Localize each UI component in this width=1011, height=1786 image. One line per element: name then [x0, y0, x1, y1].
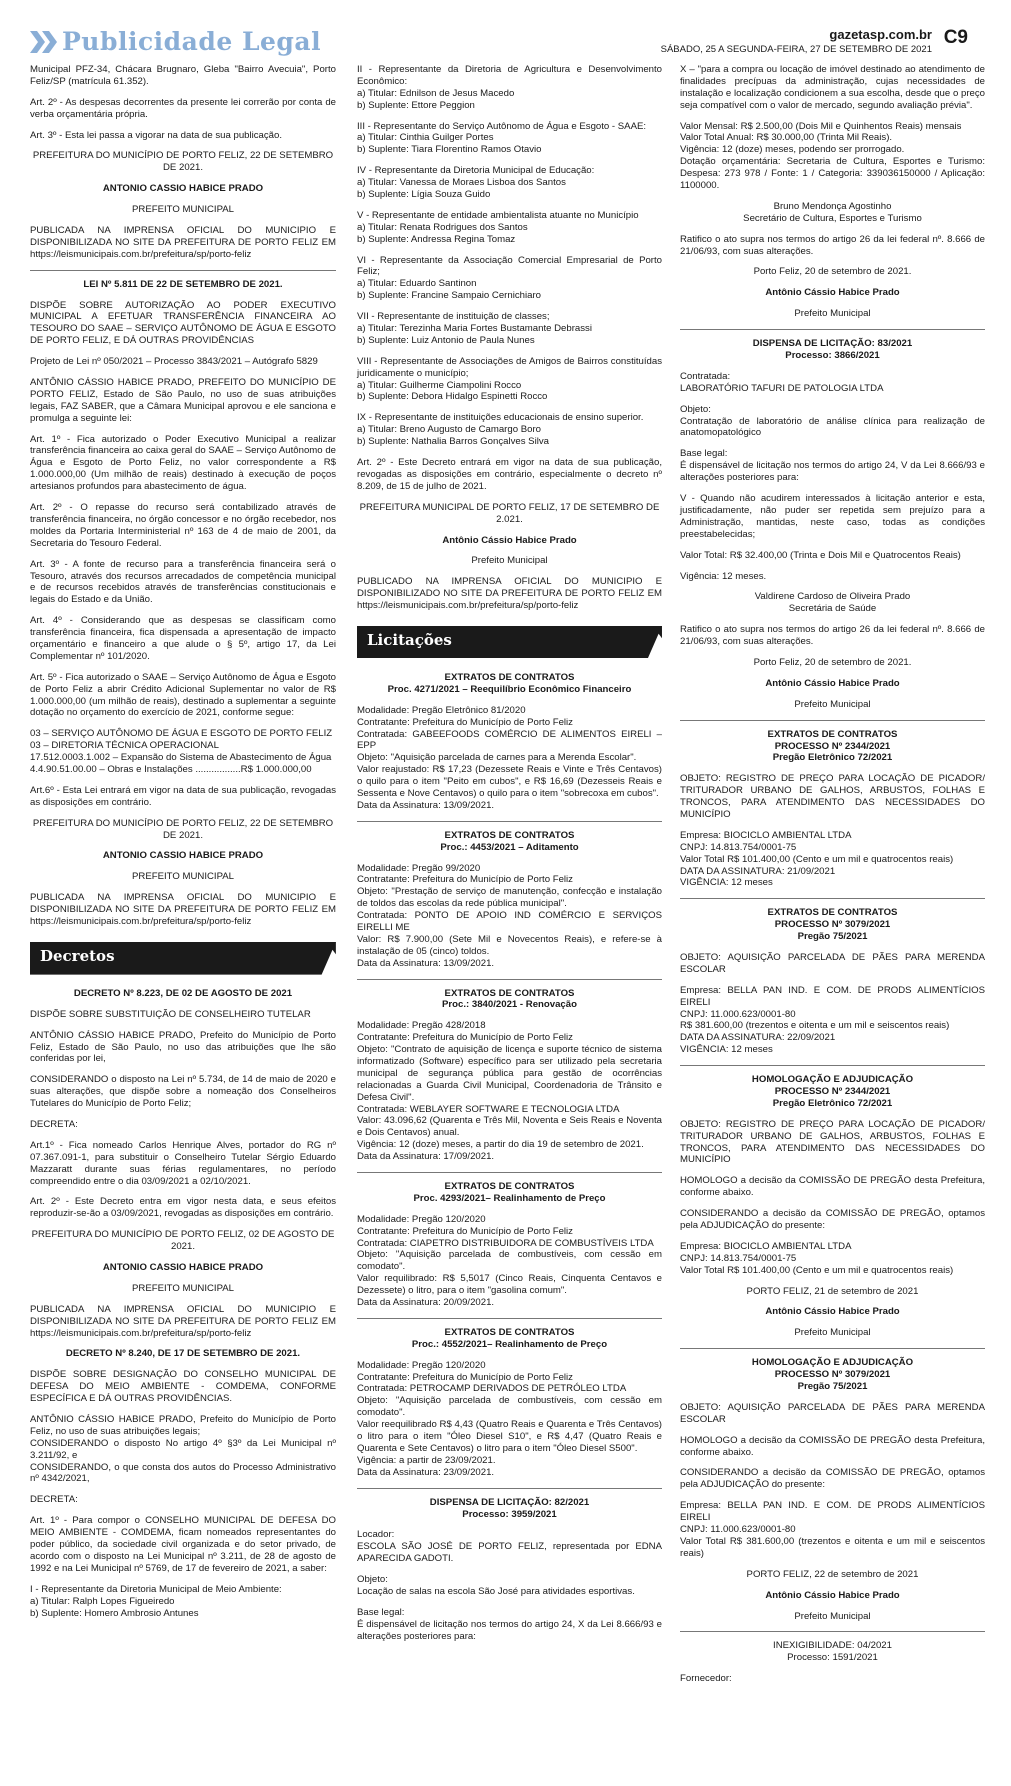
text-paragraph: CONSIDERANDO a decisão da COMISSÃO DE PREGÃO, optamos pela ADJUDICAÇÃO do presente: [680, 1208, 985, 1232]
divider [680, 1065, 985, 1066]
text-paragraph: Art. 2º - O repasse do recurso será contabilizado através de transferência financeira, no órgão concessor e no órgão recebedor, nos moldes da Portaria Interministerial nº 163 de 4 de maio de 2001, da Secretaria do Tesouro Federal. [30, 502, 336, 549]
divider [357, 821, 662, 822]
text-paragraph: X – "para a compra ou locação de imóvel destinado ao atendimento de finalidades precípuas da administração, cujas necessidades de instalação e localização condicionem a sua escolha, desde que o preço seja compatível com o valor de mercado, segundo avaliação prévia". [680, 64, 985, 111]
double-chevron-icon [30, 27, 60, 57]
text-paragraph: Base legal: É dispensável de licitação nos termos do artigo 24, V da Lei 8.666/93 e alterações posteriores para: [680, 448, 985, 484]
site-url: gazetasp.com.br [829, 27, 932, 42]
text-paragraph: PUBLICADA NA IMPRENSA OFICIAL DO MUNICIPIO E DISPONIBILIZADA NO SITE DA PREFEITURA DE PORTO FELIZ EM https://leismunicipais.com.br/prefeitura/sp/porto-feliz [30, 225, 336, 260]
text-paragraph: Base legal: É dispensável de licitação nos termos do artigo 24, X da Lei 8.666/93 e alterações posteriores para: [357, 1606, 662, 1642]
divider [357, 1318, 662, 1319]
text-paragraph: DECRETA: [30, 1494, 78, 1506]
text-paragraph: Prefeito Municipal [794, 1327, 871, 1339]
text-paragraph: PREFEITURA DO MUNICÍPIO DE PORTO FELIZ, 22 DE SETEMBRO DE 2021. [32, 150, 334, 174]
divider [680, 720, 985, 721]
text-paragraph: Fornecedor: [680, 1673, 732, 1685]
text-paragraph: PORTO FELIZ, 22 de setembro de 2021 [746, 1568, 919, 1580]
block-heading: EXTRATOS DE CONTRATOS PROCESSO Nº 3079/2021 Pregão 75/2021 [767, 907, 898, 943]
divider [30, 270, 336, 271]
block-heading: DISPENSA DE LICITAÇÃO: 83/2021 Processo: 3866/2021 [752, 338, 913, 362]
text-paragraph: PREFEITURA DO MUNICÍPIO DE PORTO FELIZ, 22 DE SETEMBRO DE 2021. [32, 817, 334, 841]
text-paragraph: ANTÔNIO CÁSSIO HABICE PRADO, PREFEITO DO MUNICÍPIO DE PORTO FELIZ, Estado de São Paulo, no uso de suas atribuições legais, FAZ SABER, que a Câmara Municipal aprovou e ele sanciona e promulga a seguinte lei: [30, 377, 336, 424]
divider [357, 1172, 662, 1173]
text-paragraph: Porto Feliz, 20 de setembro de 2021. [753, 266, 912, 278]
block-heading: Antônio Cássio Habice Prado [765, 287, 900, 299]
block-heading: HOMOLOGAÇÃO E ADJUDICAÇÃO PROCESSO Nº 2344/2021 Pregão Eletrônico 72/2021 [751, 1074, 914, 1109]
section-banner [30, 942, 336, 974]
text-paragraph: INEXIGIBILIDADE: 04/2021 Processo: 1591/2021 [773, 1640, 892, 1664]
block-heading: EXTRATOS DE CONTRATOS Proc.: 4552/2021– Realinhamento de Preço [411, 1326, 608, 1350]
text-paragraph: PREFEITO MUNICIPAL [132, 204, 234, 216]
text-paragraph: Locador: ESCOLA SÃO JOSÉ DE PORTO FELIZ, representada por EDNA APARECIDA GADOTI. [357, 1529, 662, 1565]
block-heading: EXTRATOS DE CONTRATOS Proc. 4271/2021 – Reequilíbrio Econômico Financeiro [387, 671, 632, 695]
text-paragraph: Art. 4º - Considerando que as despesas se classificam como transferência financeira, fica dispensada a apresentação de impacto orçamentário e financeiro a que alude o § 5º, artigo 17, da Lei Complementar nº 101/2020. [30, 615, 336, 662]
text-paragraph: Projeto de Lei nº 050/2021 – Processo 3843/2021 – Autógrafo 5829 [30, 356, 318, 368]
text-paragraph: Vigência: 12 meses. [680, 570, 767, 582]
text-paragraph: 03 – SERVIÇO AUTÔNOMO DE ÁGUA E ESGOTO DE PORTO FELIZ 03 – DIRETORIA TÉCNICA OPERACIONAL 17.512.0003.1.002 – Expansão do Sistema de Abastecimento de Água 4.4.90.51.00.00 – Obras e Instalações .................R$ 1.000.000,00 [30, 728, 333, 775]
text-paragraph: OBJETO: REGISTRO DE PREÇO PARA LOCAÇÃO DE PICADOR/ TRITURADOR URBANO DE GALHOS, ARBUSTOS, FOLHAS E TRONCOS, PARA ATENDIMENTO DAS NECESSIDADES DO MUNICÍPIO [680, 773, 985, 820]
text-paragraph: VI - Representante da Associação Comercial Empresarial de Porto Feliz; a) Titular: Eduardo Santinon b) Suplente: Francine Sampaio Cernichiaro [357, 254, 662, 302]
block-heading: DECRETO Nº 8.240, DE 17 DE SETEMBRO DE 2021. [65, 1348, 301, 1360]
text-paragraph: Municipal PFZ-34, Chácara Brugnaro, Gleba "Bairro Avecuia", Porto Feliz/SP (matrícula 61.352). [30, 64, 336, 87]
text-paragraph: Empresa: BIOCICLO AMBIENTAL LTDA CNPJ: 14.813.754/0001-75 Valor Total R$ 101.400,00 (Cento e um mil e quatrocentos reais) DATA DA ASSINATURA: 21/09/2021 VIGÊNCIA: 12 meses [680, 829, 954, 889]
text-paragraph: Art. 5º - Fica autorizado o SAAE – Serviço Autônomo de Água e Esgoto de Porto Feliz a abrir Crédito Adicional Suplementar no valor de R$ 1.000.000,00 (um milhão de reais), destinado a suplementar a seguinte dotação no orçamento do exercício de 2021, conforme segue: [30, 671, 336, 719]
block-heading: EXTRATOS DE CONTRATOS Proc.: 3840/2021 - Renovação [442, 987, 577, 1011]
text-paragraph: Ratifico o ato supra nos termos do artigo 26 da lei federal nº. 8.666 de 21/06/93, com suas alterações. [680, 624, 985, 648]
text-paragraph: DISPÕE SOBRE SUBSTITUIÇÃO DE CONSELHEIRO TUTELAR [30, 1008, 311, 1020]
block-heading: EXTRATOS DE CONTRATOS Proc. 4293/2021– Realinhamento de Preço [413, 1181, 606, 1204]
divider [680, 329, 985, 330]
text-paragraph: PORTO FELIZ, 21 de setembro de 2021 [746, 1285, 919, 1297]
block-heading: LEI Nº 5.811 DE 22 DE SETEMBRO DE 2021. [83, 278, 283, 290]
text-paragraph: Art. 3º - A fonte de recurso para a transferência financeira será o Tesouro, através dos recursos arrecadados de competência municipal e de recursos recebidos através de transferências constitucionais e legais do Estado e da União. [30, 558, 336, 606]
text-paragraph: Prefeito Municipal [794, 308, 871, 320]
text-paragraph: Modalidade: Pregão 120/2020 Contratante: Prefeitura do Município de Porto Feliz Contratada: PETROCAMP DERIVADOS DE PETRÓLEO LTDA Objeto: "Aquisição parcelada de combustíveis, com cessão em comodato". Valor reequilibrado R$ 4,43 (Quatro Reais e Quarenta e Três Centavos) o litro para o item "Óleo Diesel S10", e R$ 4,47 (Quatro Reais e Quarenta e Sete Centavos) o litro para o item "Óleo Diesel S500". Vigência: a partir de 23/09/2021. Data da Assinatura: 23/09/2021. [357, 1359, 662, 1478]
text-paragraph: Modalidade: Pregão 428/2018 Contratante: Prefeitura do Município de Porto Feliz Objeto: "Contrato de aquisição de licença e suporte técnico de sistema informatizado (Software) específico para ser utilizado pela secretaria municipal de segurança pública para gestão de ocorrências relacionadas a Guarda Civil Municipal, Coordenadoria de Trânsito e Defesa Civil". Contratada: WEBLAYER SOFTWARE E TECNOLOGIA LTDA Valor: 43.096,62 (Quarenta e Três Mil, Noventa e Seis Reais e Noventa e Dois Centavos) anual. Vigência: 12 (doze) meses, a partir do dia 19 de setembro de 2021. Data da Assinatura: 17/09/2021. [357, 1020, 662, 1163]
text-paragraph: Empresa: BIOCICLO AMBIENTAL LTDA CNPJ: 14.813.754/0001-75 Valor Total R$ 101.400,00 (Cento e um mil e quatrocentos reais) [680, 1240, 954, 1276]
text-paragraph: Ratifico o ato supra nos termos do artigo 26 da lei federal nº. 8.666 de 21/06/93, com suas alterações. [680, 233, 985, 257]
text-paragraph: Art.6º - Esta Lei entrará em vigor na data de sua publicação, revogadas as disposições em contrário. [30, 784, 336, 808]
divider [357, 1488, 662, 1489]
block-heading: Antônio Cássio Habice Prado [765, 1306, 900, 1318]
text-paragraph: Porto Feliz, 20 de setembro de 2021. [753, 656, 912, 668]
text-paragraph: Modalidade: Pregão 99/2020 Contratante: Prefeitura do Município de Porto Feliz Objeto: "Prestação de serviço de manutenção, confecção e instalação de toldos das escolas da rede pública municipal". Contratada: PONTO DE APOIO IND COMÉRCIO E SERVIÇOS EIRELLI ME Valor: R$ 7.900,00 (Sete Mil e Novecentos Reais), e refere-se à instalação de 05 (cinco) toldos. Data da Assinatura: 13/09/2021. [357, 862, 662, 969]
block-heading: ANTONIO CASSIO HABICE PRADO [102, 850, 264, 862]
text-paragraph: IV - Representante da Diretoria Municipal de Educação: a) Titular: Vanessa de Moraes Lisboa dos Santos b) Suplente: Lígia Souza Guido [357, 165, 595, 201]
text-paragraph: Valor Total: R$ 32.400,00 (Trinta e Dois Mil e Quatrocentos Reais) [680, 549, 961, 561]
text-paragraph: OBJETO: AQUISIÇÃO PARCELADA DE PÃES PARA MERENDA ESCOLAR [680, 951, 985, 975]
page-number: C9 [943, 27, 968, 48]
text-paragraph: V - Quando não acudirem interessados à licitação anterior e esta, justificadamente, não puder ser repetida sem prejuízo para a Administração, mantidas, neste caso, todas as condições preestabelecidas; [680, 493, 985, 540]
section-banner-label: Decretos [40, 946, 115, 965]
text-paragraph: CONSIDERANDO o disposto na Lei nº 5.734, de 14 de maio de 2020 e suas alterações, que dispõe sobre a nomeação dos Conselheiros Tutelares do Município de Porto Feliz; [30, 1074, 336, 1110]
text-paragraph: HOMOLOGO a decisão da COMISSÃO DE PREGÃO desta Prefeitura, conforme abaixo. [680, 1434, 985, 1458]
text-paragraph: Art. 2º - Este Decreto entra em vigor nesta data, e seus efeitos reproduzir-se-ão a 03/09/2021, revogadas as disposições em contrário. [30, 1196, 336, 1220]
divider [680, 898, 985, 899]
section-banner [357, 626, 662, 658]
text-paragraph: VII - Representante de instituição de classes; a) Titular: Terezinha Maria Fortes Bustamante Debrassi b) Suplente: Luiz Antonio de Paula Nunes [357, 311, 592, 346]
divider [680, 1631, 985, 1632]
edition-date: SÁBADO, 25 A SEGUNDA-FEIRA, 27 DE SETEMBRO DE 2021 [660, 44, 932, 55]
text-paragraph: Empresa: BELLA PAN IND. E COM. DE PRODS ALIMENTÍCIOS EIRELI CNPJ: 11.000.623/0001-80 Valor Total R$ 381.600,00 (trezentos e oitenta e um mil e seiscentos reais) [680, 1500, 985, 1559]
divider [680, 1348, 985, 1349]
text-paragraph: Prefeito Municipal [471, 555, 548, 567]
text-paragraph: Valdirene Cardoso de Oliveira Prado Secretária de Saúde [754, 591, 911, 615]
text-paragraph: II - Representante da Diretoria de Agricultura e Desenvolvimento Econômico: a) Titular: Ednilson de Jesus Macedo b) Suplente: Ettore Peggion [357, 64, 662, 111]
block-heading: ANTONIO CASSIO HABICE PRADO [102, 183, 264, 195]
text-paragraph: ANTÔNIO CÁSSIO HABICE PRADO, Prefeito do Município de Porto Feliz, Estado de São Paulo, no uso das atribuições que lhe são conferidas por lei, [30, 1029, 336, 1065]
text-paragraph: Art. 2º - Este Decreto entrará em vigor na data de sua publicação, revogadas as disposições em contrário, especialmente o decreto nº 8.209, de 15 de julho de 2021. [357, 457, 662, 492]
text-paragraph: Contratada: LABORATÓRIO TAFURI DE PATOLOGIA LTDA [680, 370, 884, 394]
divider [357, 979, 662, 980]
block-heading: EXTRATOS DE CONTRATOS PROCESSO Nº 2344/2021 Pregão Eletrônico 72/2021 [767, 728, 898, 764]
text-paragraph: PREFEITURA DO MUNICÍPIO DE PORTO FELIZ, 02 DE AGOSTO DE 2021. [31, 1229, 335, 1253]
text-paragraph: PUBLICADA NA IMPRENSA OFICIAL DO MUNICIPIO E DISPONIBILIZADA NO SITE DA PREFEITURA DE PORTO FELIZ EM https://leismunicipais.com.br/prefeitura/sp/porto-feliz [30, 1303, 336, 1339]
text-paragraph: PUBLICADO NA IMPRENSA OFICIAL DO MUNICIPIO E DISPONIBILIZADO NO SITE DA PREFEITURA DE PORTO FELIZ EM https://leismunicipais.com.br/prefeitura/sp/porto-feliz [357, 576, 662, 612]
text-paragraph: Modalidade: Pregão 120/2020 Contratante: Prefeitura do Município de Porto Feliz Contratada: CIAPETRO DISTRIBUIDORA DE COMBUSTÍVEIS LTDA Objeto: "Aquisição parcelada de combustíveis, com cessão em comodato". Valor requilibrado: R$ 5,5017 (Cinco Reais, Cinquenta Centavos e Dezessete) o litro, para o item "gasolina comum". Data da Assinatura: 20/09/2021. [357, 1213, 662, 1309]
text-paragraph: Bruno Mendonça Agostinho Secretário de Cultura, Esportes e Turismo [743, 200, 922, 224]
text-paragraph: ANTÔNIO CÁSSIO HABICE PRADO, Prefeito do Município de Porto Feliz, no uso de suas atribuições legais; CONSIDERANDO o disposto No artigo 4º §3º da Lei Municipal nº 3.211/92, e CONSIDERANDO, o que consta dos autos do Processo Administrativo nº 4342/2021, [30, 1414, 336, 1485]
section-title: Publicidade Legal [62, 27, 322, 56]
block-heading: DISPENSA DE LICITAÇÃO: 82/2021 Processo: 3959/2021 [429, 1496, 590, 1520]
text-paragraph: OBJETO: REGISTRO DE PREÇO PARA LOCAÇÃO DE PICADOR/ TRITURADOR URBANO DE GALHOS, ARBUSTOS, FOLHAS E TRONCOS, PARA ATENDIMENTO DAS NECESSIDADES DO MUNICÍPIO [680, 1118, 985, 1166]
text-paragraph: Objeto: Contratação de laboratório de análise clínica para realização de anatomopatológico [680, 403, 985, 439]
text-paragraph: Prefeito Municipal [794, 1610, 871, 1622]
block-heading: Antônio Cássio Habice Prado [765, 1589, 900, 1601]
text-paragraph: DISPÕE SOBRE DESIGNAÇÃO DO CONSELHO MUNICIPAL DE DEFESA DO MEIO AMBIENTE - COMDEMA, CONFORME ESPECÍFICA E DÁ OUTRAS PROVIDÊNCIAS. [30, 1369, 336, 1405]
text-paragraph: Art. 1º - Fica autorizado o Poder Executivo Municipal a realizar transferência financeira ao caixa geral do SAAE – Serviço Autônomo de Água e Esgoto de Porto Feliz, no valor correspondente a R$ 1.000.000,00 (Um milhão de reais) destinado à execução de poços artesianos profundos para abastecimento de água. [30, 433, 336, 493]
text-paragraph: VIII - Representante de Associações de Amigos de Bairros constituídas juridicamente o município; a) Titular: Guilherme Ciampolini Rocco b) Suplente: Debora Hidalgo Espinetti Rocco [357, 355, 662, 403]
block-heading: ANTONIO CASSIO HABICE PRADO [102, 1262, 264, 1274]
text-paragraph: Valor Mensal: R$ 2.500,00 (Dois Mil e Quinhentos Reais) mensais Valor Total Anual: R$ 30.000,00 (Trinta Mil Reais). Vigência: 12 (doze) meses, podendo ser prorrogado. Dotação orçamentária: Secretaria de Cultura, Esportes e Turismo: Despesa: 273 978 / Fonte: 1 / Categoria: 339036150000 / Aplicação: 1100000. [680, 120, 985, 192]
column-1 [30, 64, 336, 1628]
text-paragraph: IX - Representante de instituições educacionais de ensino superior. a) Titular: Breno Augusto de Camargo Boro b) Suplente: Nathalia Barros Gonçalves Silva [357, 412, 644, 448]
section-banner-label: Licitações [367, 630, 452, 649]
page-header [30, 24, 990, 64]
text-paragraph: Art. 1º - Para compor o CONSELHO MUNICIPAL DE DEFESA DO MEIO AMBIENTE - COMDEMA, ficam nomeados representantes do poder público, da sociedade civil organizada e do setor privado, de acordo com o disposto na Lei Municipal nº 3.211, de 28 de agosto de 1992 e na Lei Municipal nº 5769, de 17 de fevereiro de 2021, a saber: [30, 1515, 336, 1574]
text-paragraph: V - Representante de entidade ambientalista atuante no Município a) Titular: Renata Rodrigues dos Santos b) Suplente: Andressa Regina Tomaz [357, 209, 639, 245]
text-paragraph: I - Representante da Diretoria Municipal de Meio Ambiente: a) Titular: Ralph Lopes Figueiredo b) Suplente: Homero Ambrosio Antunes [30, 1583, 282, 1619]
block-heading: DECRETO Nº 8.223, DE 02 DE AGOSTO DE 2021 [73, 987, 293, 999]
text-paragraph: Modalidade: Pregão Eletrônico 81/2020 Contratante: Prefeitura do Município de Porto Feliz Contratada: GABEEFOODS COMÉRCIO DE ALIMENTOS EIRELI – EPP Objeto: "Aquisição parcelada de carnes para a Merenda Escolar". Valor reajustado: R$ 17,23 (Dezessete Reais e Vinte e Três Centavos) o quilo para o item "Peito em cubos", e R$ 16,69 (Dezesseis Reais e Sessenta e Nove Centavos) o quilo para o item "sobrecoxa em cubos". Data da Assinatura: 13/09/2021. [357, 704, 662, 811]
text-paragraph: CONSIDERANDO a decisão da COMISSÃO DE PREGÃO, optamos pela ADJUDICAÇÃO do presente: [680, 1467, 985, 1491]
column-2 [357, 64, 662, 1652]
text-paragraph: OBJETO: AQUISIÇÃO PARCELADA DE PÃES PARA MERENDA ESCOLAR [680, 1401, 985, 1425]
text-paragraph: Art. 2º - As despesas decorrentes da presente lei correrão por conta de verba orçamentária própria. [30, 96, 336, 120]
text-paragraph: PREFEITO MUNICIPAL [132, 871, 234, 883]
block-heading: EXTRATOS DE CONTRATOS Proc.: 4453/2021 – Aditamento [440, 829, 579, 853]
block-heading: Antônio Cássio Habice Prado [442, 534, 577, 546]
text-paragraph: Art.1º - Fica nomeado Carlos Henrique Alves, portador do RG nº 07.367.091-1, para substituir o Conselheiro Tutelar Sérgio Eduardo Mazzaratt durante suas férias regulamentares, no período compreendido entre o dia 03/09/2021 a 02/10/2021. [30, 1139, 336, 1187]
text-paragraph: Art. 3º - Esta lei passa a vigorar na data de sua publicação. [30, 129, 283, 141]
block-heading: Antônio Cássio Habice Prado [765, 677, 900, 689]
text-paragraph: PREFEITURA MUNICIPAL DE PORTO FELIZ, 17 DE SETEMBRO DE 2.021. [359, 501, 660, 525]
text-paragraph: Empresa: BELLA PAN IND. E COM. DE PRODS ALIMENTÍCIOS EIRELI CNPJ: 11.000.623/0001-80 R$ 381.600,00 (trezentos e oitenta e um mil e seiscentos reais) DATA DA ASSINATURA: 22/09/2021 VIGÊNCIA: 12 meses [680, 984, 985, 1056]
block-heading: HOMOLOGAÇÃO E ADJUDICAÇÃO PROCESSO Nº 3079/2021 Pregão 75/2021 [751, 1357, 914, 1393]
text-paragraph: Objeto: Locação de salas na escola São José para atividades esportivas. [357, 1574, 635, 1597]
text-paragraph: Prefeito Municipal [794, 698, 871, 710]
text-paragraph: PREFEITO MUNICIPAL [132, 1282, 234, 1294]
text-paragraph: HOMOLOGO a decisão da COMISSÃO DE PREGÃO desta Prefeitura, conforme abaixo. [680, 1175, 985, 1199]
text-paragraph: DECRETA: [30, 1119, 78, 1130]
text-paragraph: III - Representante do Serviço Autônomo de Água e Esgoto - SAAE: a) Titular: Cinthia Guilger Portes b) Suplente: Tiara Florentino Ramos Otavio [357, 120, 647, 156]
text-paragraph: DISPÕE SOBRE AUTORIZAÇÃO AO PODER EXECUTIVO MUNICIPAL A EFETUAR TRANSFERÊNCIA FINANCEIRA AO TESOURO DO SAAE – SERVIÇO AUTÔNOMO DE ÁGUA E ESGOTO DE PORTO FELIZ, E DÁ OUTRAS PROVIDÊNCIAS [30, 299, 336, 347]
column-3 [680, 64, 985, 1694]
text-paragraph: PUBLICADA NA IMPRENSA OFICIAL DO MUNICIPIO E DISPONIBILIZADA NO SITE DA PREFEITURA DE PORTO FELIZ EM https://leismunicipais.com.br/prefeitura/sp/porto-feliz [30, 892, 336, 927]
